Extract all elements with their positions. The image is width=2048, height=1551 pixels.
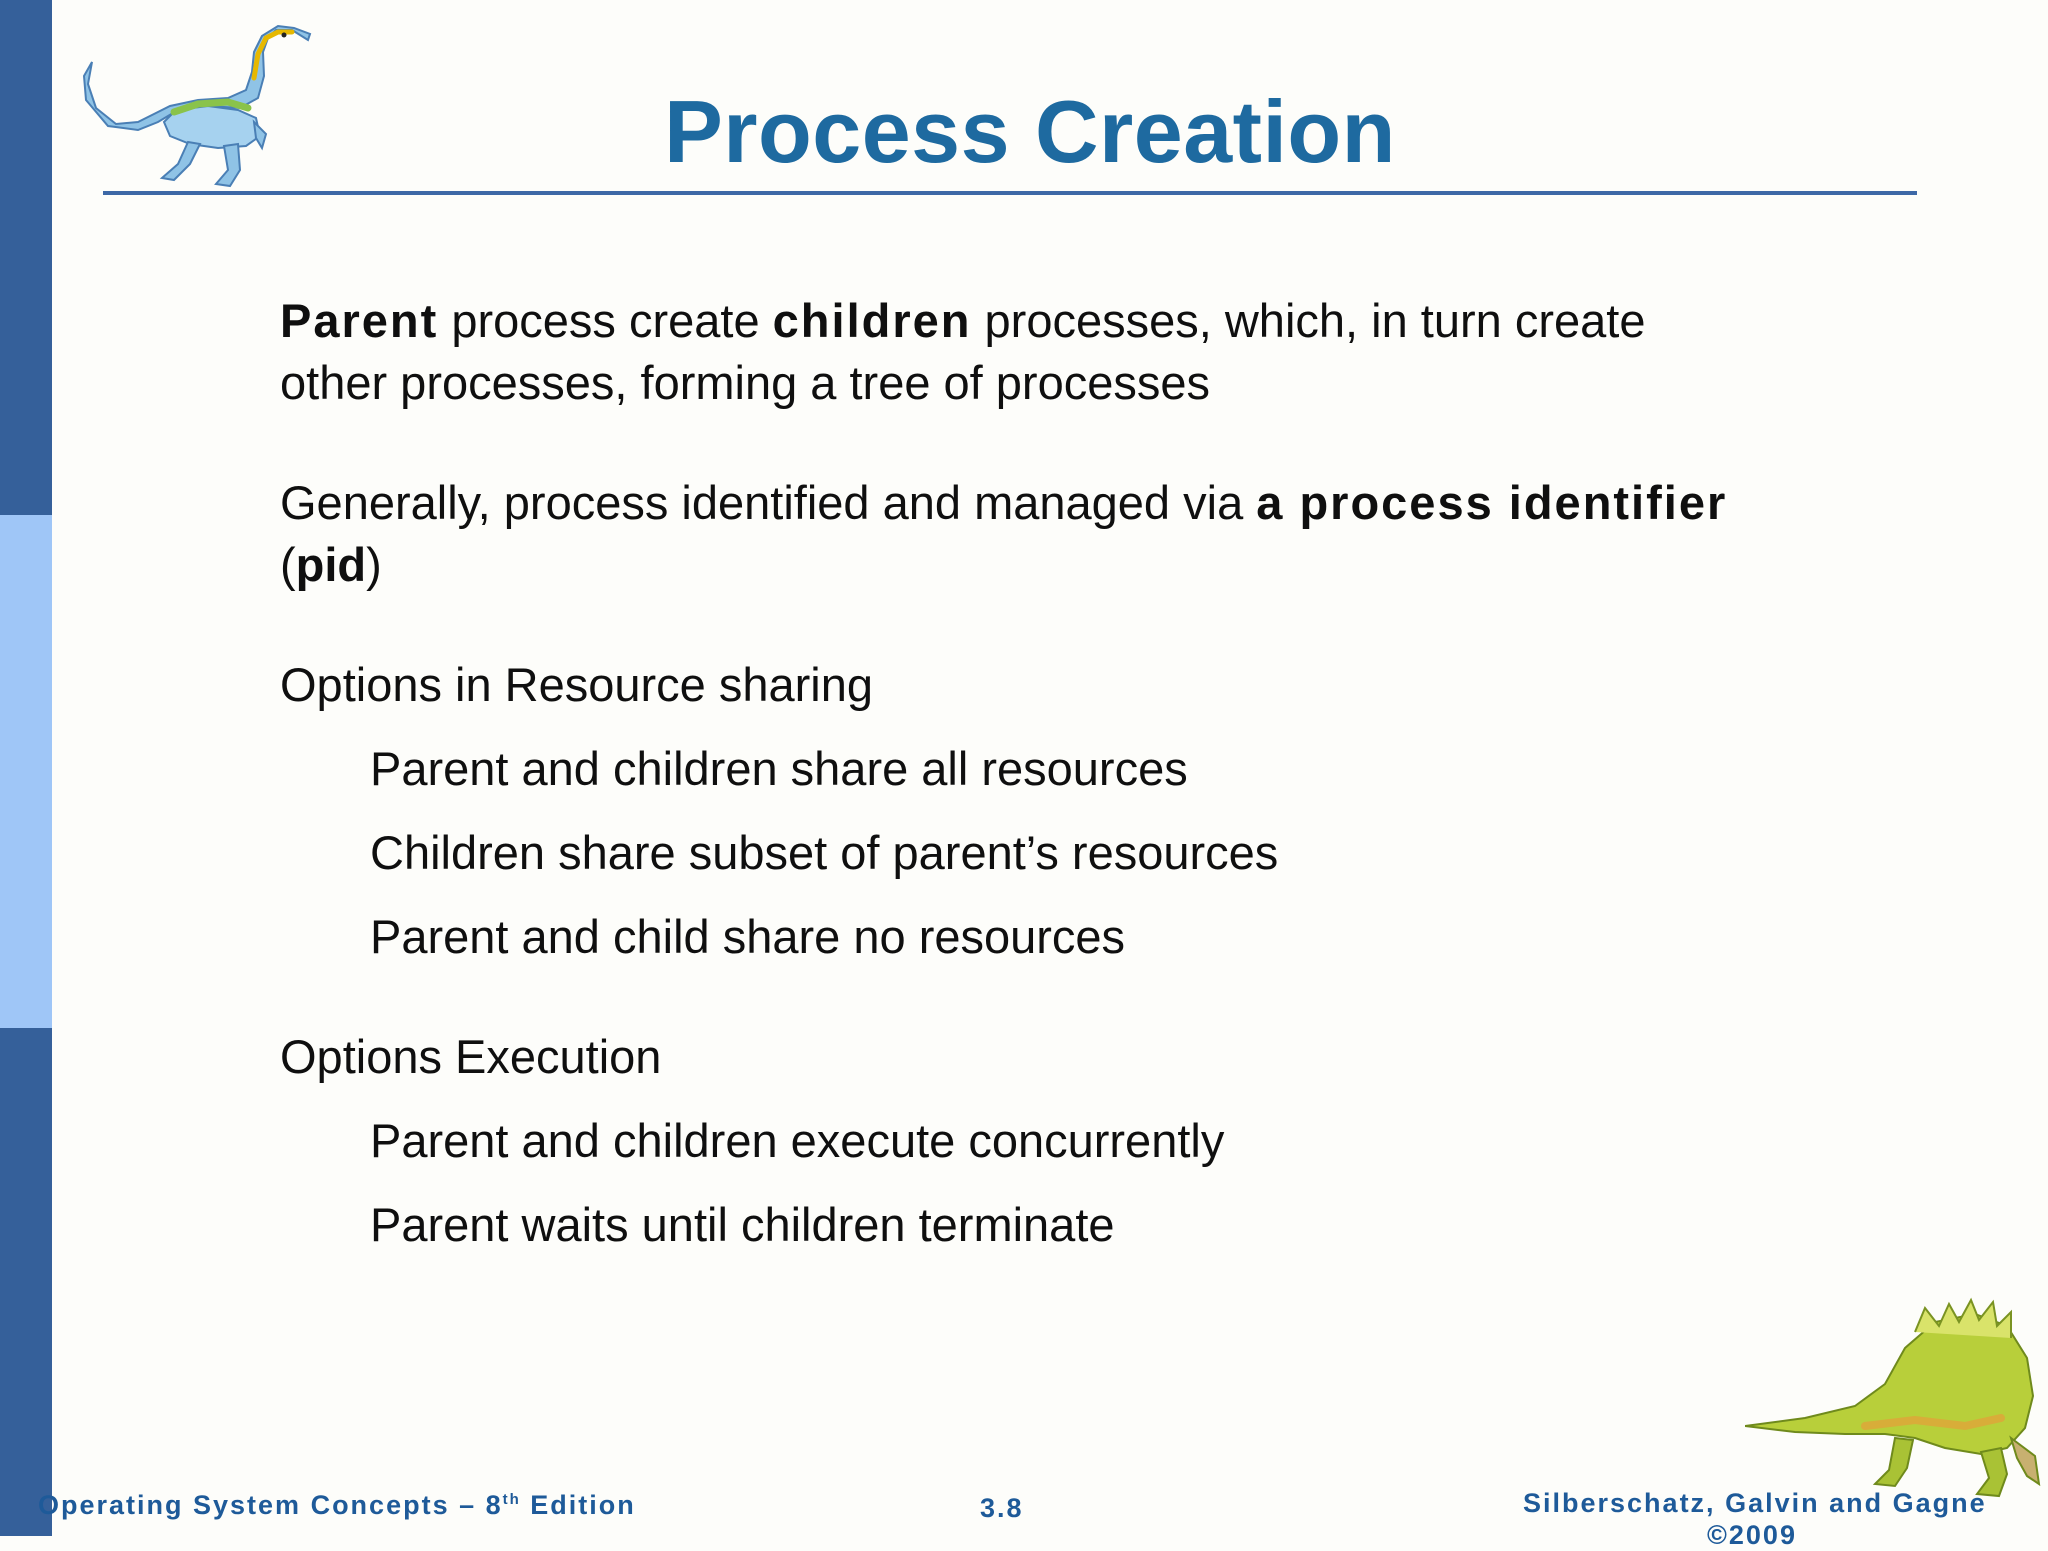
paragraph-line: other processes, forming a tree of processes xyxy=(280,356,1210,409)
footer-title-suffix: Edition xyxy=(520,1490,636,1520)
dinosaur-illustration-top xyxy=(78,18,318,188)
footer-authors: Silberschatz, Galvin and Gagne xyxy=(1523,1488,1987,1518)
footer-copyright: ©2009 xyxy=(1707,1520,1797,1550)
paren-close: ) xyxy=(366,538,382,591)
footer-title-sup: th xyxy=(502,1491,521,1508)
heading-resource-sharing: Options in Resource sharing xyxy=(280,658,874,711)
footer-title-text: Operating System Concepts – 8 xyxy=(38,1490,503,1520)
footer-book-title xyxy=(38,1490,636,1521)
paren-open: ( xyxy=(280,538,296,591)
title-divider xyxy=(103,191,1917,195)
slide-title: Process Creation xyxy=(664,82,1396,181)
paragraph-parent-children xyxy=(280,290,1645,352)
list-item: Parent waits until children terminate xyxy=(370,1198,1115,1251)
term-process-identifier: a process identifier xyxy=(1256,476,1728,529)
heading-execution: Options Execution xyxy=(280,1030,662,1083)
paragraph-text: processes, which, in turn create xyxy=(971,294,1646,347)
term-children: children xyxy=(772,294,972,347)
paragraph-text: process create xyxy=(438,294,773,347)
term-parent: Parent xyxy=(280,294,439,347)
dinosaur-illustration-bottom xyxy=(1745,1288,2045,1503)
list-item: Parent and children execute concurrently xyxy=(370,1114,1225,1167)
left-sidebar-highlight xyxy=(0,515,52,1028)
paragraph-pid xyxy=(280,472,1727,534)
paragraph-line xyxy=(280,534,382,596)
list-item: Children share subset of parent’s resources xyxy=(370,826,1279,879)
list-item: Parent and child share no resources xyxy=(370,910,1126,963)
term-pid: pid xyxy=(295,538,367,591)
footer-page-number: 3.8 xyxy=(980,1493,1024,1523)
paragraph-text: Generally, process identified and managed via xyxy=(280,476,1257,529)
list-item: Parent and children share all resources xyxy=(370,742,1188,795)
